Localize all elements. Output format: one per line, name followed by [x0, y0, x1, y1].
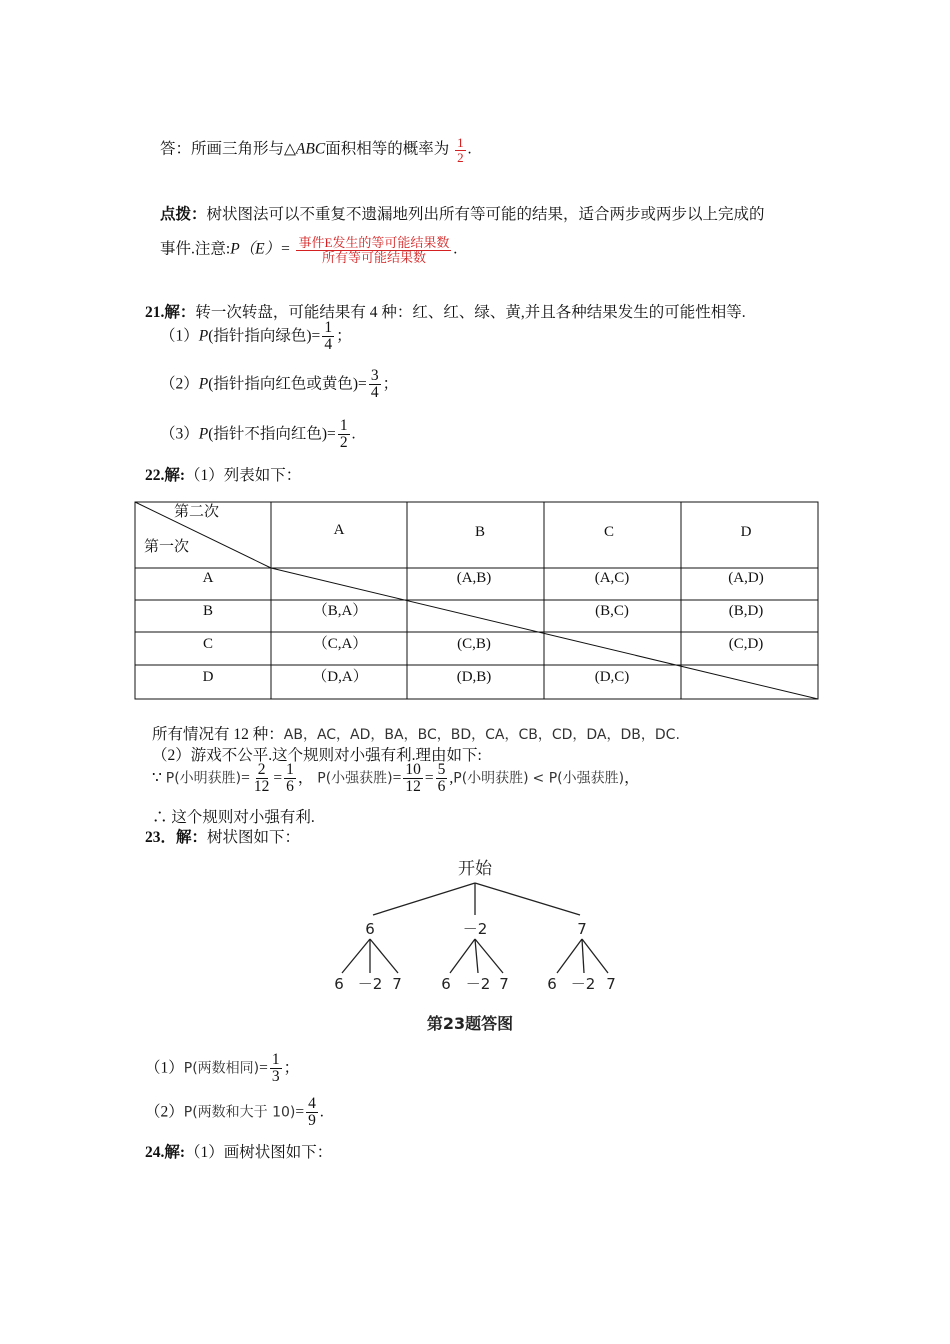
period: .	[467, 140, 472, 158]
fraction-denominator: 12	[253, 778, 270, 796]
fraction-denominator: 9	[308, 1112, 316, 1130]
q23-tree-diagram	[320, 852, 640, 1042]
item-p: P(两数和大于 10)	[183, 1104, 296, 1121]
tip-line-2	[160, 236, 457, 264]
q21-item-1	[160, 320, 352, 354]
answer-suffix: 面积相等的概率为	[325, 140, 450, 158]
q23-item-2	[145, 1096, 324, 1130]
col-header-d: D	[740, 524, 752, 540]
fraction-denominator: 3	[271, 1068, 280, 1086]
equals: =	[295, 1103, 305, 1121]
table-cell: (D,C)	[594, 669, 630, 685]
formula-numerator: 事件E发生的等可能结果数	[298, 235, 450, 250]
table-cell: （C,A）	[312, 636, 368, 652]
tree-l2-node: －2	[465, 975, 491, 993]
answer-20-line	[160, 136, 471, 164]
tree-l1-node: 7	[577, 920, 587, 938]
tree-l2-node: 6	[334, 975, 344, 993]
fraction-denominator: 2	[457, 149, 464, 165]
q21-line	[145, 300, 746, 322]
q24-label: 24.解:	[145, 1144, 186, 1161]
item-fraction	[322, 320, 334, 354]
tip-formula	[296, 236, 451, 264]
table-cell: (B,D)	[728, 603, 764, 619]
fraction-numerator: 1	[457, 135, 464, 150]
all-cases-line	[152, 722, 680, 744]
fraction-denominator: 4	[370, 384, 379, 402]
fraction-denominator: 12	[405, 778, 421, 796]
fraction-numerator: 3	[370, 367, 379, 384]
row-header-b: B	[202, 603, 214, 619]
row-header-d: D	[202, 669, 214, 685]
item-prefix: （1）	[160, 327, 199, 345]
tree-l2-node: 7	[606, 975, 616, 993]
tree-root: 开始	[458, 859, 492, 879]
col-header-b: B	[474, 524, 486, 540]
q23-label: 23．解：	[145, 829, 208, 846]
p-qiang: P(小强获胜)	[317, 770, 393, 787]
q24-intro: （1）画树状图如下：	[185, 1144, 333, 1161]
table-cell: （B,A）	[312, 603, 368, 619]
abc-label: ABC	[295, 140, 326, 158]
table-cell: (C,D)	[728, 636, 764, 652]
fraction-numerator: 5	[437, 761, 446, 778]
tree-l2-node: 7	[499, 975, 509, 993]
q22-label: 22.解:	[145, 467, 186, 484]
equals: =	[273, 769, 283, 787]
fraction-denominator: 6	[437, 778, 446, 796]
period: .	[453, 240, 458, 258]
table-cell: (A,B)	[456, 570, 492, 586]
p-symbol: P	[198, 425, 209, 443]
fraction-numerator: 2	[257, 761, 266, 778]
item-prefix: （1）	[145, 1059, 184, 1077]
p-ming: P(小明获胜)	[453, 770, 529, 787]
item-prefix: （2）	[145, 1103, 184, 1121]
less-than: <	[532, 770, 549, 787]
col-header-c: C	[603, 524, 615, 540]
all-cases-list: AB，AC，AD，BA，BC，BD，CA，CB，CD，DA，DB，DC.	[283, 727, 680, 743]
tree-l2-node: 6	[441, 975, 451, 993]
fraction	[252, 762, 272, 796]
item-text: (指针不指向红色)=	[208, 425, 336, 443]
fraction	[436, 762, 448, 796]
all-cases-prefix: 所有情况有 12 种：	[152, 726, 284, 743]
because-symbol: ∵	[152, 769, 162, 787]
fraction-denominator: 4	[324, 336, 333, 354]
pe-label: P（E）=	[230, 240, 291, 258]
q22-table	[134, 501, 820, 701]
fraction-denominator: 6	[286, 778, 294, 796]
answer-fraction	[455, 136, 466, 164]
item-text: (指针指向红色或黄色)=	[208, 375, 367, 393]
q23-line	[145, 825, 300, 847]
tree-l2-node: －2	[357, 975, 383, 993]
item-p: P(两数相同)	[183, 1060, 260, 1077]
row-header-a: A	[202, 570, 214, 586]
fraction-numerator: 1	[271, 1051, 280, 1068]
tree-l2-node: 6	[547, 975, 557, 993]
because-line: ∵ P(小明获胜)= $\frac{2}{12}$ = $\frac{1}{6}$ ， P(小强获胜)= $\frac{10}{12}$ = $\frac{5}{6}$ ,P(小明获胜) < P(小强获胜)，	[152, 761, 640, 796]
tree-caption: 第23题答图	[426, 1014, 514, 1033]
q21-label: 21.解：	[145, 304, 196, 321]
table-cell: (A,C)	[594, 570, 630, 586]
equals: =	[241, 769, 250, 787]
equals: =	[424, 769, 434, 787]
item-prefix: （3）	[160, 425, 199, 443]
q23-intro: 树状图如下：	[207, 829, 301, 846]
tree-l1-node: 6	[365, 920, 375, 938]
item-text: (指针指向绿色)=	[208, 327, 321, 345]
formula-denominator: 所有等可能结果数	[321, 249, 426, 265]
tree-l1-node: －2	[462, 920, 488, 938]
tip-line-1	[160, 202, 765, 224]
fraction	[284, 762, 296, 796]
q22-part2-text: （2）游戏不公平.这个规则对小强有利.理由如下:	[152, 747, 482, 764]
item-end: .	[351, 425, 356, 443]
q22-intro: （1）列表如下：	[185, 467, 302, 484]
q21-item-2	[160, 368, 398, 402]
item-fraction	[306, 1096, 318, 1130]
table-cell: (D,B)	[456, 669, 492, 685]
equals: =	[392, 769, 402, 787]
tree-l2-node: 7	[392, 975, 402, 993]
tip-text-1: 树状图法可以不重复不遗漏地列出所有等可能的结果，适合两步或两步以上完成的	[206, 206, 765, 223]
comma: ，	[624, 769, 640, 787]
p-symbol: P	[198, 327, 209, 345]
tip-text-2: 事件.注意:	[160, 240, 231, 258]
q24-line	[145, 1140, 332, 1162]
table-cell: (B,C)	[595, 603, 629, 619]
item-end: ；	[336, 327, 352, 345]
p-ming: P(小明获胜)	[165, 770, 242, 787]
table-cell: （D,A）	[312, 669, 368, 685]
conclusion-text: ∴ 这个规则对小强有利.	[152, 809, 315, 826]
q21-text: 转一次转盘，可能结果有 4 种：红、红、绿、黄,并且各种结果发生的可能性相等.	[195, 304, 746, 321]
table-corner-bottom: 第一次	[144, 539, 190, 555]
tip-label: 点拨：	[160, 206, 207, 223]
fraction-numerator: 1	[286, 761, 294, 778]
answer-prefix: 答：所画三角形与△	[160, 140, 296, 158]
col-header-a: A	[333, 522, 345, 538]
comma: ，	[297, 769, 314, 787]
table-cell: (C,B)	[457, 636, 491, 652]
item-fraction	[338, 418, 350, 452]
p-qiang: P(小强获胜)	[548, 770, 625, 787]
item-end: .	[319, 1103, 324, 1121]
item-end: ；	[382, 375, 399, 393]
row-header-c: C	[202, 636, 214, 652]
item-fraction	[369, 368, 381, 402]
equals: =	[259, 1059, 268, 1077]
fraction	[403, 762, 423, 796]
fraction-numerator: 10	[405, 761, 421, 778]
item-fraction	[270, 1052, 282, 1086]
conclusion-line	[152, 805, 315, 827]
p-symbol: P	[198, 375, 209, 393]
fraction-numerator: 1	[324, 319, 333, 336]
table-cell: (A,D)	[728, 570, 764, 586]
fraction-numerator: 4	[308, 1095, 316, 1112]
item-prefix: （2）	[160, 375, 199, 393]
fraction-denominator: 2	[339, 434, 348, 452]
fraction-numerator: 1	[339, 417, 348, 434]
q22-line	[145, 463, 301, 485]
item-end: ；	[283, 1059, 300, 1077]
tree-l2-node: －2	[570, 975, 596, 993]
table-corner-top: 第二次	[174, 504, 220, 520]
q23-item-1	[145, 1052, 299, 1086]
q21-item-3	[160, 418, 355, 452]
